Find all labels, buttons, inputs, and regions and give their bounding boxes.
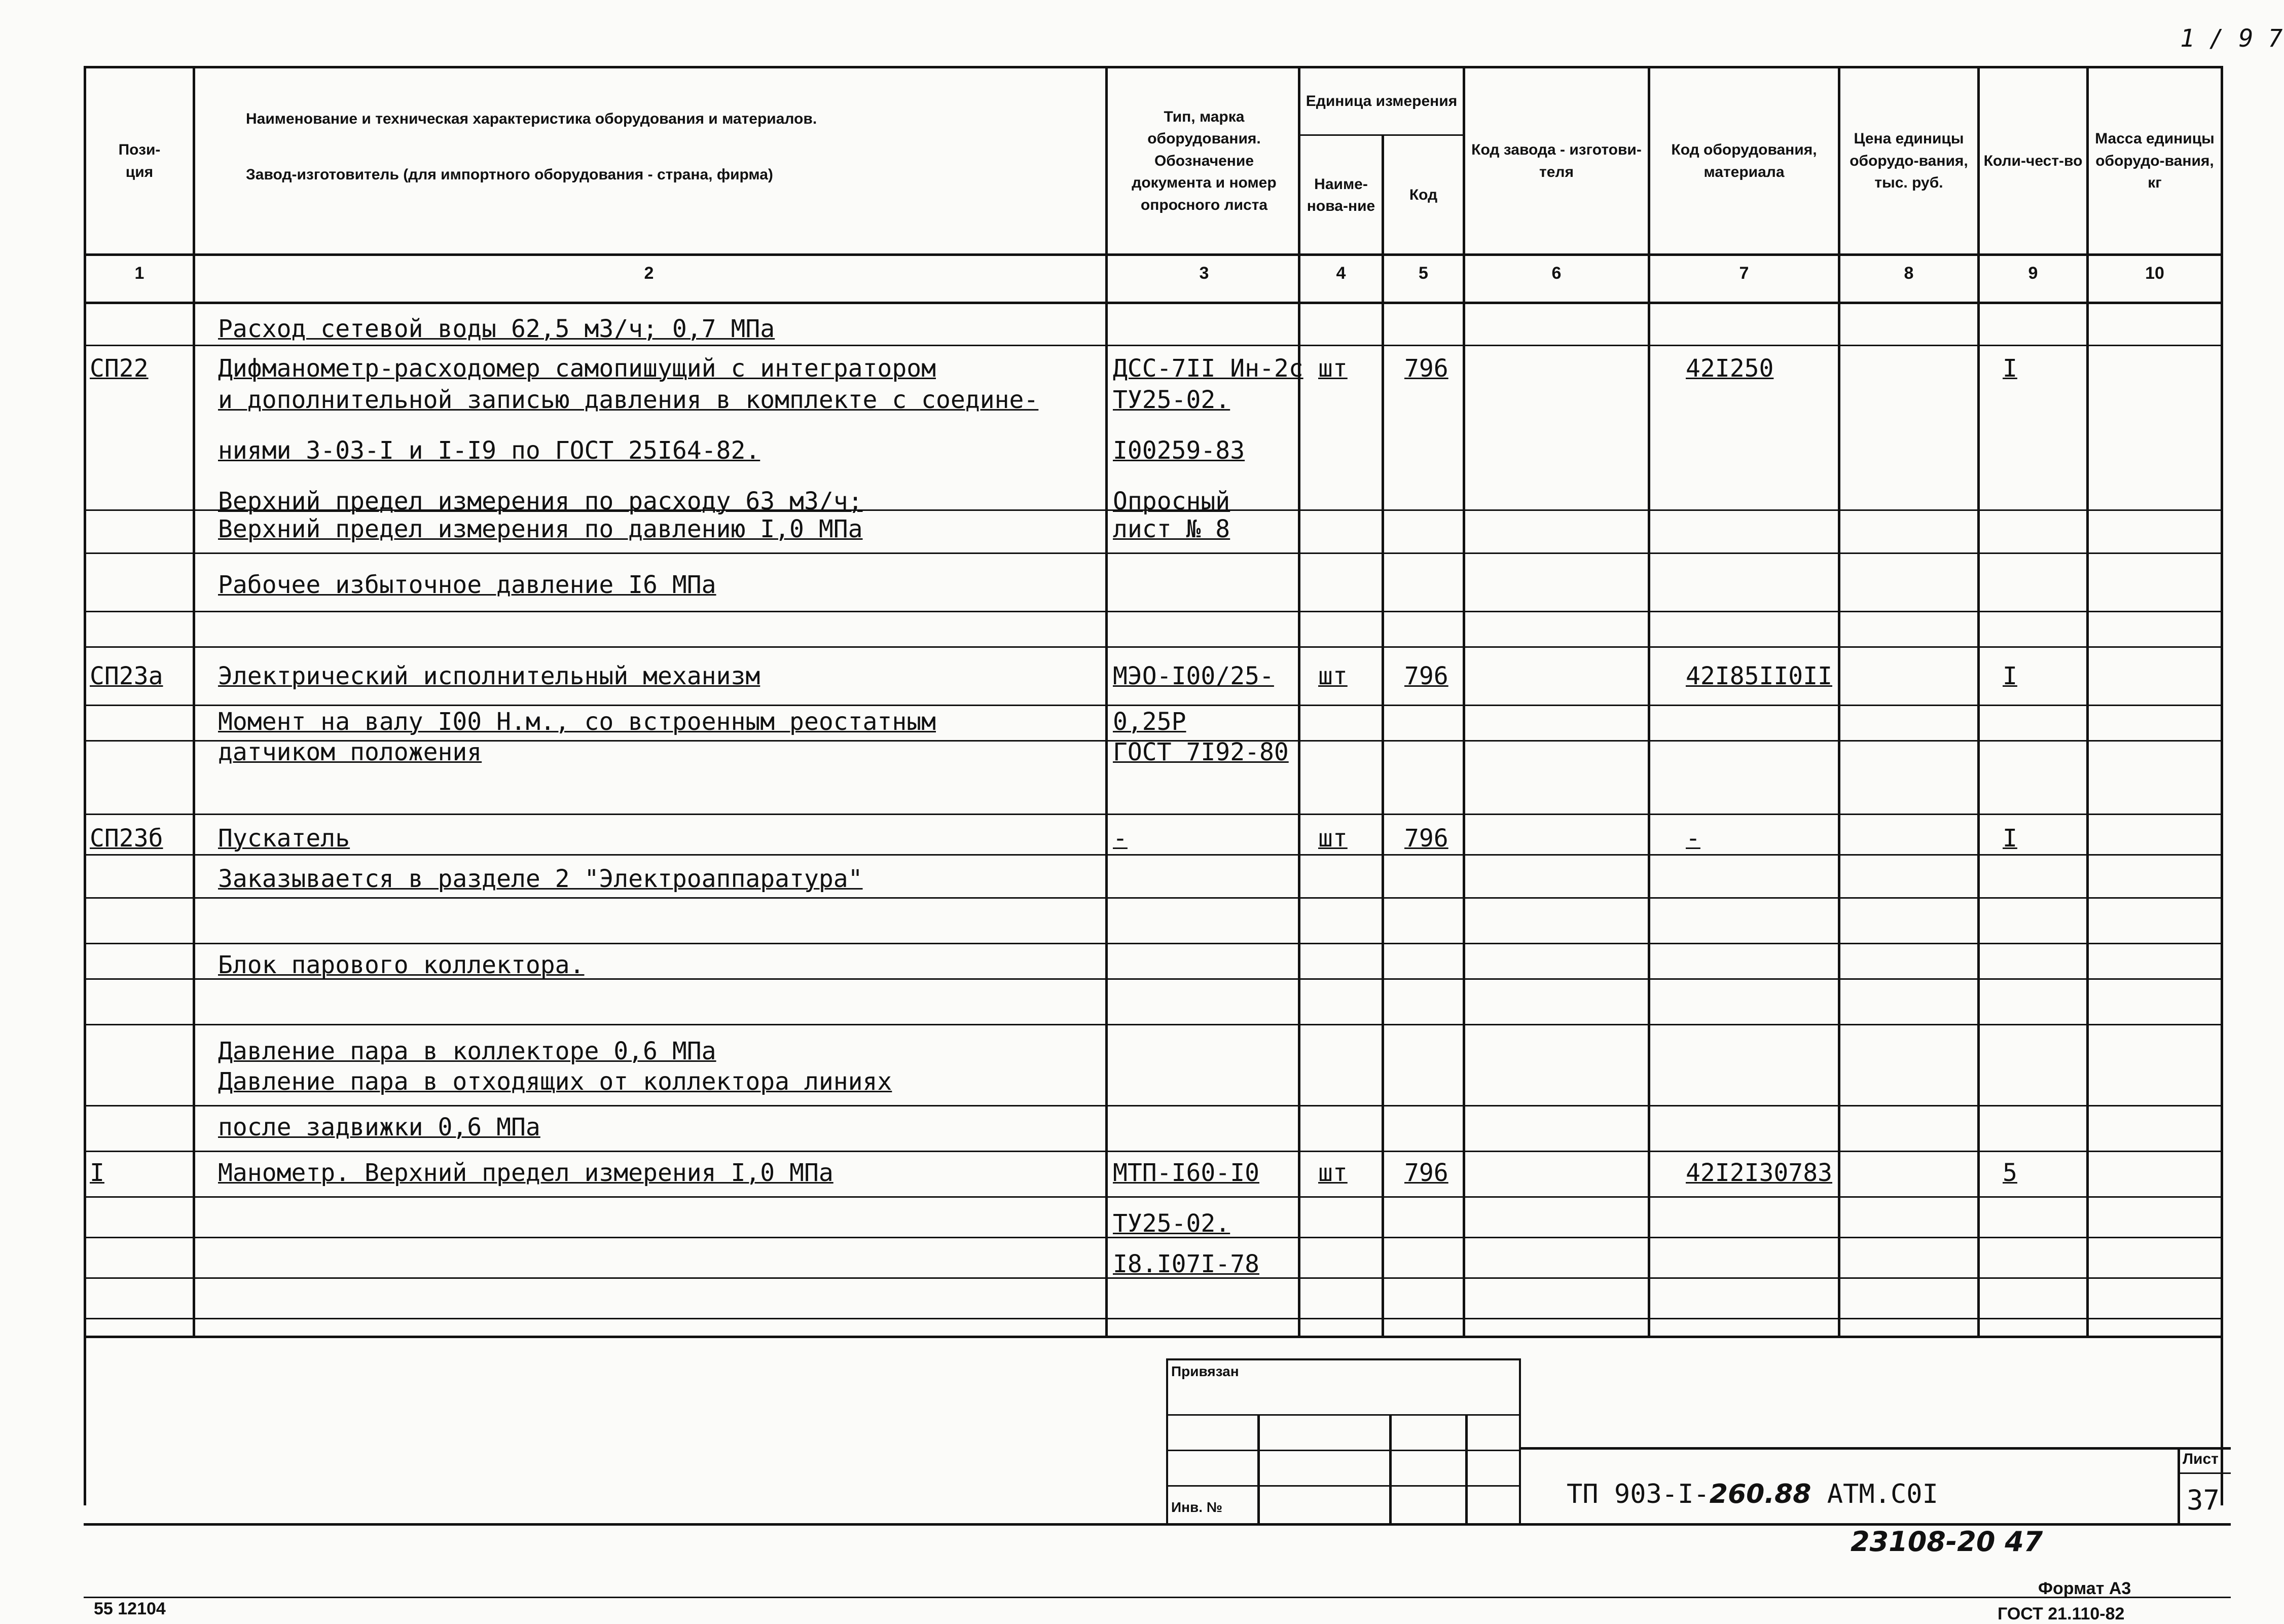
header-quantity: Коли-чест-во	[1983, 152, 2083, 169]
sheet-label: Лист	[2183, 1451, 2219, 1467]
header-name-line2: Завод-изготовитель (для импортного оборудования - страна, фирма)	[246, 166, 773, 183]
header-unit-group: Единица измерения	[1306, 93, 1458, 110]
row-type: ТУ25-02.	[1113, 1209, 1230, 1238]
table-row	[84, 1201, 2223, 1241]
table-row	[84, 816, 2223, 856]
table-row	[84, 943, 2223, 982]
col-number-4: 4	[1336, 264, 1346, 283]
row-name: Рабочее избыточное давление I6 МПа	[218, 571, 716, 599]
row-rule	[84, 1196, 2223, 1198]
row-type: лист № 8	[1113, 515, 1230, 543]
table-row	[84, 563, 2223, 602]
corner-sheet-number: 1 / 9 7	[2180, 24, 2283, 53]
row-quantity: I	[2003, 824, 2017, 853]
sheet-box-line	[2178, 1447, 2180, 1526]
row-position: СП23б	[90, 824, 163, 853]
stamp-inv: Инв. №	[1171, 1499, 1223, 1515]
footer-left-code: 55 12104	[94, 1599, 166, 1618]
row-equipment-code: 42I85II0II	[1686, 662, 1832, 690]
row-name: Электрический исполнительный механизм	[218, 662, 760, 690]
row-name: Пускатель	[218, 824, 350, 853]
row-name: Дифманометр-расходомер самопишущий с интегратором	[218, 354, 936, 383]
table-row	[84, 1105, 2223, 1145]
row-type: ТУ25-02.	[1113, 386, 1230, 414]
stamp-rule-1	[1166, 1414, 1521, 1416]
row-quantity: I	[2003, 354, 2017, 383]
row-name: ниями 3-03-I и I-I9 по ГОСТ 25I64-82.	[218, 436, 760, 465]
col-number-8: 8	[1904, 264, 1914, 283]
row-name: после задвижки 0,6 МПа	[218, 1113, 540, 1141]
stamp-vline-2	[1389, 1414, 1392, 1526]
header-name-line1: Наименование и техническая характеристика оборудования и материалов.	[246, 110, 817, 128]
header-unit-name: Наиме-нова-ние	[1307, 175, 1375, 214]
row-rule	[84, 646, 2223, 648]
row-position: I	[90, 1159, 104, 1187]
header-equipment-code: Код оборудования, материала	[1671, 141, 1817, 180]
sheet-number: 37	[2187, 1484, 2220, 1516]
row-rule	[84, 1024, 2223, 1025]
row-unit-code: 796	[1404, 662, 1448, 690]
row-type: 0,25Р	[1113, 708, 1186, 736]
col-number-9: 9	[2028, 264, 2038, 283]
handwritten-inventory: 23108-20 47	[1851, 1526, 2043, 1558]
row-name: Момент на валу I00 Н.м., со встроенным реостатным	[218, 708, 936, 736]
row-name: Заказывается в разделе 2 "Электроаппаратура"	[218, 865, 863, 893]
row-unit-code: 796	[1404, 824, 1448, 853]
header-plant-code: Код завода - изготови-теля	[1471, 141, 1642, 180]
row-type: ДСС-7II Ин-2с	[1113, 354, 1303, 383]
table-row	[84, 770, 2223, 810]
col-number-2: 2	[644, 264, 654, 283]
row-equipment-code: -	[1686, 824, 1700, 853]
header-price: Цена единицы оборудо-вания, тыс. руб.	[1850, 130, 1968, 192]
header-type: Тип, марка оборудования. Обозначение документа и номер опросного листа	[1132, 108, 1277, 213]
row-name: Давление пара в отходящих от коллектора линиях	[218, 1067, 892, 1096]
stamp-rule-2	[1166, 1450, 1521, 1451]
row-rule	[84, 814, 2223, 815]
table-row	[84, 507, 2223, 546]
stamp-rule-3	[1166, 1485, 1521, 1487]
row-type: I8.I07I-78	[1113, 1250, 1259, 1278]
table-row	[84, 1242, 2223, 1281]
row-equipment-code: 42I2I30783	[1686, 1159, 1832, 1187]
row-rule	[84, 1318, 2223, 1319]
row-quantity: 5	[2003, 1159, 2017, 1187]
footer-rule	[84, 1597, 2231, 1598]
title-block-top-rule	[1521, 1447, 2231, 1450]
row-position: СП23а	[90, 662, 163, 690]
row-quantity: I	[2003, 662, 2017, 690]
table-row	[84, 730, 2223, 769]
row-position: СП22	[90, 354, 149, 383]
header-mass: Масса единицы оборудо-вания, кг	[2095, 130, 2215, 192]
row-type: Опросный	[1113, 487, 1230, 515]
row-type: МТП-I60-I0	[1113, 1159, 1259, 1187]
col-number-1: 1	[134, 264, 144, 283]
row-name: Манометр. Верхний предел измерения I,0 МПа	[218, 1159, 833, 1187]
table-row	[84, 983, 2223, 1023]
row-unit-name: шт	[1318, 1159, 1348, 1187]
row-equipment-code: 42I250	[1686, 354, 1774, 383]
table-row	[84, 654, 2223, 693]
col-number-7: 7	[1739, 264, 1749, 283]
row-name: Давление пара в коллекторе 0,6 МПа	[218, 1037, 716, 1065]
table-row	[84, 428, 2223, 468]
table-row	[84, 1059, 2223, 1099]
footer-gost: ГОСТ 21.110-82	[1998, 1604, 2125, 1623]
table-row	[84, 307, 2223, 346]
row-unit-code: 796	[1404, 354, 1448, 383]
row-type: ГОСТ 7I92-80	[1113, 738, 1289, 766]
row-unit-name: шт	[1318, 354, 1348, 383]
row-name: Расход сетевой воды 62,5 м3/ч; 0,7 МПа	[218, 315, 775, 343]
row-name: и дополнительной записью давления в комплекте с соедине-	[218, 386, 1039, 414]
row-name: Верхний предел измерения по давлению I,0 МПа	[218, 515, 863, 543]
number-row-rule	[84, 302, 2223, 304]
header-unit-code: Код	[1409, 187, 1438, 204]
stamp-vline-1	[1257, 1414, 1260, 1526]
table-row	[84, 603, 2223, 643]
stamp-privyazan: Привязан	[1171, 1363, 1239, 1379]
table-row	[84, 378, 2223, 417]
row-unit-name: шт	[1318, 662, 1348, 690]
col-number-10: 10	[2145, 264, 2164, 283]
table-row	[84, 857, 2223, 896]
table-bottom-rule	[84, 1336, 2223, 1338]
stamp-vline-3	[1465, 1414, 1468, 1526]
sheet-label-rule	[2178, 1472, 2231, 1474]
col-number-3: 3	[1199, 264, 1209, 283]
table-row	[84, 897, 2223, 937]
header-bottom-rule	[84, 253, 2223, 256]
table-row	[84, 1151, 2223, 1190]
row-name: датчиком положения	[218, 738, 482, 766]
row-type: МЭО-I00/25-	[1113, 662, 1274, 690]
row-rule	[84, 552, 2223, 554]
row-name: Блок парового коллектора.	[218, 951, 585, 979]
col-number-6: 6	[1551, 264, 1562, 283]
row-type: -	[1113, 824, 1128, 853]
row-unit-code: 796	[1404, 1159, 1448, 1187]
col-number-5: 5	[1419, 264, 1428, 283]
row-name: Верхний предел измерения по расходу 63 м3/ч;	[218, 487, 863, 515]
document-code: ТП 903-I-260.88 АТМ.С0I	[1567, 1479, 1938, 1509]
row-unit-name: шт	[1318, 824, 1348, 853]
header-position: Пози- ция	[118, 141, 161, 180]
footer-format: Формат А3	[2038, 1579, 2131, 1598]
row-type: I00259-83	[1113, 436, 1245, 465]
